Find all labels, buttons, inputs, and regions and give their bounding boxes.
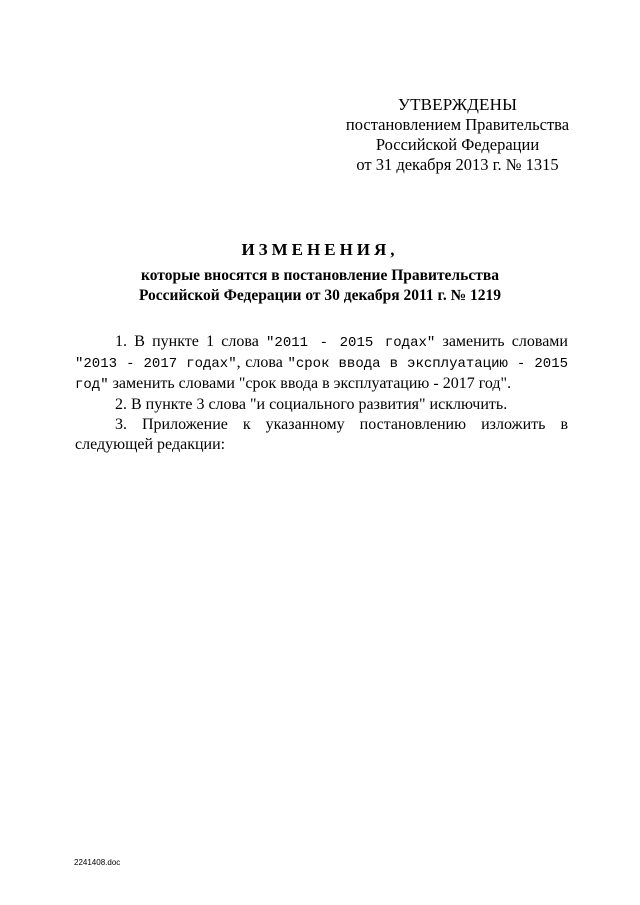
paragraph-item-2: 2. В пункте 3 слова "и социального развития" исключить. [115, 396, 508, 413]
item-1-part-2: заменить словами [435, 333, 568, 350]
approval-line-3: от 31 декабря 2013 г. № 1315 [356, 155, 559, 174]
approval-block [330, 95, 585, 175]
item-1-quote-2: "2013 - 2017 годах" [75, 356, 237, 372]
paragraph-item-1 [75, 332, 568, 395]
approval-line-1: постановлением Правительства [345, 115, 570, 134]
item-1-quote-3: "срок ввода в эксплуатацию - 2015 год" [75, 356, 569, 393]
document-heading [60, 240, 580, 306]
item-1-part-4: заменить словами "срок ввода в эксплуатацию - 2017 год". [108, 375, 512, 392]
document-subtitle-line-1: которые вносятся в постановление Правительства [141, 267, 499, 284]
footer-filename: 2241408.doc [74, 858, 121, 867]
item-1-quote-1: "2011 - 2015 годах" [266, 335, 436, 351]
paragraph-item-3: 3. Приложение к указанному постановлению изложить в следующей редакции: [75, 416, 568, 453]
approval-line-2: Российской Федерации [375, 135, 540, 154]
document-body [75, 332, 568, 455]
document-subtitle-line-2: Российской Федерации от 30 декабря 2011 г. № 1219 [138, 287, 502, 304]
approval-title: УТВЕРЖДЕНЫ [397, 95, 518, 114]
item-1-part-1: 1. В пункте 1 слова [115, 333, 267, 350]
item-1-part-3: , слова [236, 354, 288, 371]
document-title: ИЗМЕНЕНИЯ, [241, 240, 399, 259]
